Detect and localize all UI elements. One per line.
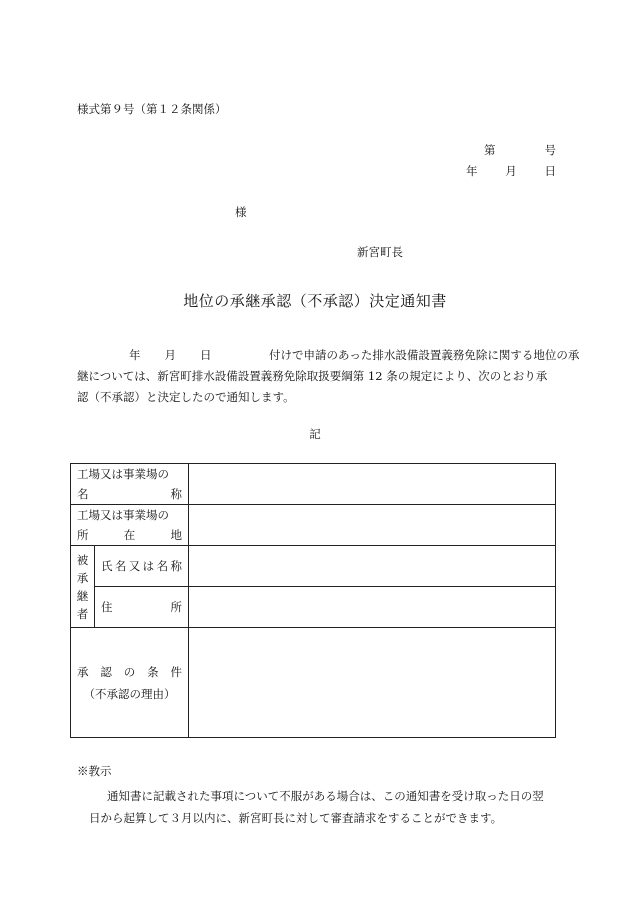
body-line-2: 継については、新宮町排水設備設置義務免除取扱要綱第 12 条の規定により、次のとおり承 [77, 369, 548, 383]
factory-name-label [71, 464, 189, 505]
document-number-suffix: 号 [544, 143, 556, 157]
factory-location-label-line2: 所 在 地 [77, 528, 182, 542]
table-row [71, 587, 556, 628]
note-line-1: 通知書に記載された事項について不服がある場合は、この通知書を受け取った日の翌 [107, 789, 544, 803]
successor-name-label: 氏 名 又 は 名 称 [95, 546, 189, 587]
body-paragraph [77, 345, 580, 408]
successor-address-field[interactable] [189, 587, 556, 628]
body-date-month: 月 [164, 348, 176, 362]
note-heading: ※教示 [77, 764, 112, 778]
approval-conditions-label [71, 628, 189, 738]
document-date-month: 月 [505, 164, 517, 178]
note-paragraph [77, 785, 557, 829]
body-line-1-text: 付けで申請のあった排水設備設置義務免除に関する地位の承 [269, 348, 580, 362]
body-date-day: 日 [200, 348, 212, 362]
document-date-day: 日 [544, 164, 556, 178]
table-row [71, 505, 556, 546]
addressee-suffix: 様 [235, 205, 247, 219]
successor-name-field[interactable] [189, 546, 556, 587]
issuer-name: 新宮町長 [357, 245, 403, 259]
factory-name-field[interactable] [189, 464, 556, 505]
approval-conditions-label-line2: （不承認の理由） [83, 686, 176, 701]
table-row [71, 464, 556, 505]
factory-location-field[interactable] [189, 505, 556, 546]
approval-conditions-field[interactable] [189, 628, 556, 738]
factory-location-label-line1: 工場又は事業場の [77, 508, 169, 522]
table-row [71, 628, 556, 738]
factory-name-label-line2: 名 称 [77, 487, 182, 501]
factory-name-label-line1: 工場又は事業場の [77, 467, 169, 481]
body-date [77, 345, 269, 366]
ki-heading: 記 [309, 427, 321, 441]
form-number: 様式第９号（第１２条関係） [77, 102, 227, 116]
document-number-prefix: 第 [484, 143, 496, 157]
table-row [71, 546, 556, 587]
note-line-2: 日から起算して３月以内に、新宮町長に対して審査請求をすることができます。 [89, 811, 503, 825]
document-number [484, 142, 556, 158]
document-date [466, 163, 556, 179]
body-line-3: 認（不承認）と決定したので通知します。 [77, 390, 295, 404]
successor-group-label: 被 承 継 者 [71, 546, 95, 628]
detail-table [70, 463, 556, 738]
factory-location-label [71, 505, 189, 546]
document-title: 地位の承継承認（不承認）決定通知書 [183, 292, 447, 310]
body-line-1 [77, 345, 580, 366]
body-date-year: 年 [129, 348, 141, 362]
successor-address-label: 住 所 [95, 587, 189, 628]
approval-conditions-label-line1: 承 認 の 条 件 [77, 664, 182, 679]
document-date-year: 年 [466, 164, 478, 178]
